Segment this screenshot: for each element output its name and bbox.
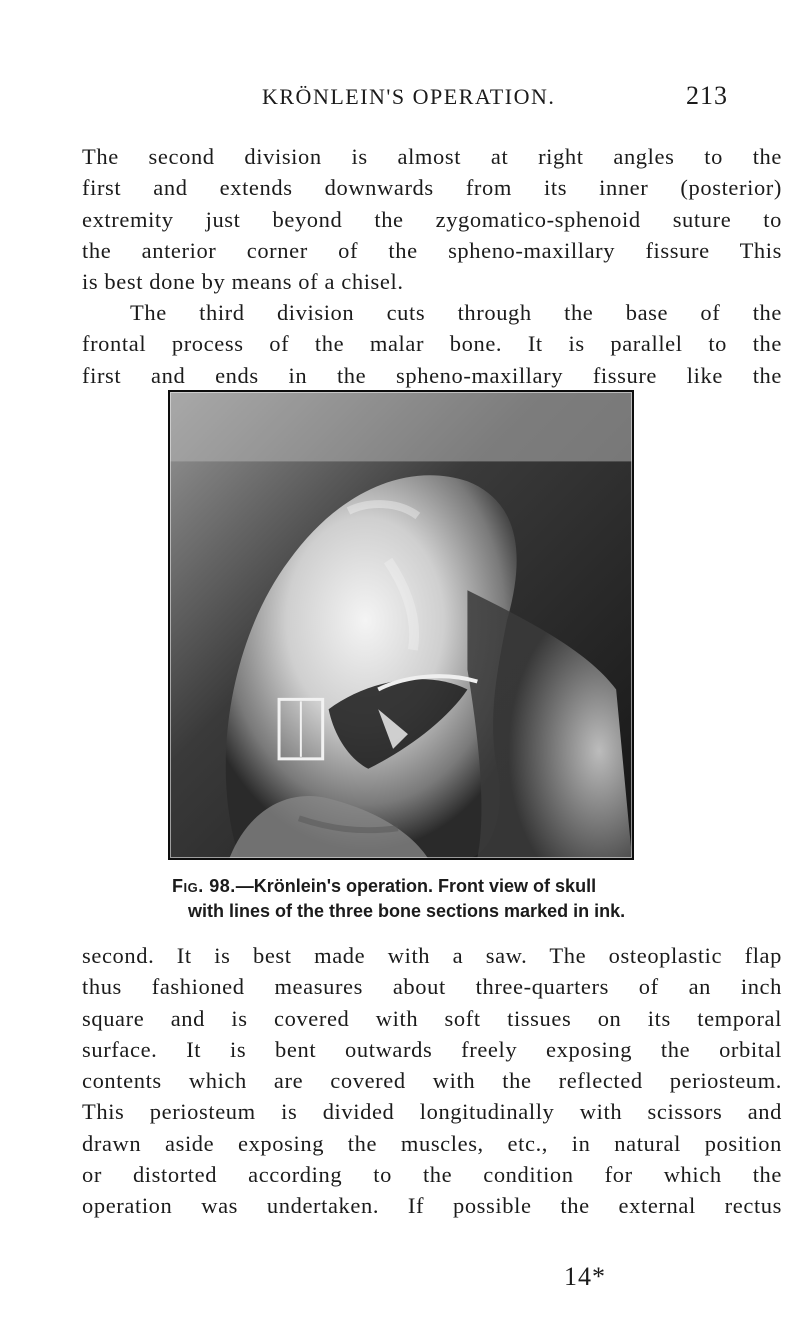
text-line: second. It is best made with a saw. The osteoplastic flap <box>82 943 782 968</box>
paragraph-3 <box>0 940 801 1222</box>
caption-text-1: —Krönlein's operation. Front view of skull <box>235 876 597 896</box>
text-line: or distorted according to the condition for which the <box>82 1162 782 1188</box>
text-line: the anterior corner of the spheno-maxillary fissure This <box>82 237 782 263</box>
page-number: 213 <box>686 81 728 110</box>
text-line: drawn aside exposing the muscles, etc., in natural position <box>82 1130 782 1156</box>
figure-label: Fig. 98. <box>172 876 236 896</box>
text-line: square and is covered with soft tissues on its temporal <box>82 1005 782 1031</box>
text-line: contents which are covered with the reflected periosteum. <box>82 1068 782 1094</box>
text-line: thus fashioned measures about three-quarters of an inch <box>82 974 782 1000</box>
text-line: The second division is almost at right angles to the <box>82 144 782 169</box>
caption-line-2: with lines of the three bone sections marked in ink. <box>188 901 626 921</box>
text-line: This periosteum is divided longitudinally with scissors and <box>82 1099 782 1125</box>
skull-image <box>170 392 632 858</box>
text-line: first and ends in the spheno-maxillary fissure like the <box>82 362 782 388</box>
running-title: KRÖNLEIN'S OPERATION. <box>262 84 556 109</box>
paragraph-2 <box>0 297 801 391</box>
caption-line-1 <box>172 874 801 899</box>
text-line: surface. It is bent outwards freely exposing the orbital <box>82 1036 782 1062</box>
signature-mark: 14* <box>564 1262 606 1291</box>
page-header <box>0 81 801 116</box>
text-line: is best done by means of a chisel. <box>82 269 404 295</box>
text-line: The third division cuts through the base of the <box>130 300 782 325</box>
text-line: extremity just beyond the zygomatico-sphenoid suture to <box>82 206 782 232</box>
skull-photograph <box>168 390 634 860</box>
figure-caption <box>0 874 801 924</box>
paragraph-1 <box>0 141 801 297</box>
text-line: first and extends downwards from its inner (posterior) <box>82 175 782 201</box>
text-line: operation was undertaken. If possible the external rectus <box>82 1193 782 1219</box>
text-line: frontal process of the malar bone. It is parallel to the <box>82 331 782 357</box>
